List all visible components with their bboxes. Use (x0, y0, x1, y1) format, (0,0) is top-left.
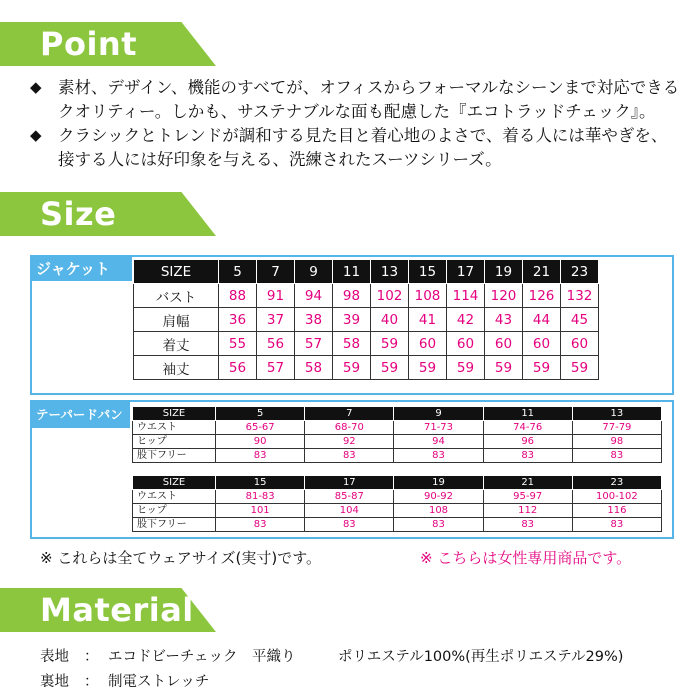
diamond-icon: ◆ (30, 126, 42, 144)
value-cell: 98 (572, 435, 661, 449)
value-cell: 95-97 (483, 490, 572, 504)
size-cell: 7 (305, 407, 394, 421)
value-cell: 83 (394, 518, 483, 532)
value-cell: 83 (394, 449, 483, 463)
value-cell: 100-102 (572, 490, 661, 504)
table-header-row (133, 407, 662, 421)
value-cell: 90 (216, 435, 305, 449)
value-cell: 44 (523, 308, 561, 332)
value-cell: 55 (219, 332, 257, 356)
value-cell: 41 (409, 308, 447, 332)
value-cell: 56 (257, 332, 295, 356)
row-label: ウエスト (133, 490, 216, 504)
value-cell: 59 (371, 332, 409, 356)
value-cell: 45 (561, 308, 599, 332)
size-cell: 21 (523, 260, 561, 284)
size-cell: 13 (572, 407, 661, 421)
table-row (133, 490, 662, 504)
row-label: 股下フリー (133, 449, 216, 463)
size-cell: 23 (572, 476, 661, 490)
value-cell: 59 (333, 356, 371, 380)
value-cell: 114 (447, 284, 485, 308)
value-cell: 57 (295, 332, 333, 356)
row-label: バスト (134, 284, 219, 308)
size-title: Size (40, 195, 117, 233)
material-key: 裏地 (40, 674, 69, 690)
value-cell: 60 (485, 332, 523, 356)
table-row (134, 332, 599, 356)
row-label: 袖丈 (134, 356, 219, 380)
size-cell: 23 (561, 260, 599, 284)
value-cell: 83 (572, 518, 661, 532)
value-cell: 116 (572, 504, 661, 518)
value-cell: 40 (371, 308, 409, 332)
size-cell: 15 (216, 476, 305, 490)
size-header: SIZE (133, 476, 216, 490)
table-header-row (133, 476, 662, 490)
value-cell: 58 (295, 356, 333, 380)
material-fabric: 制電ストレッチ (108, 674, 210, 690)
value-cell: 83 (483, 449, 572, 463)
value-cell: 112 (483, 504, 572, 518)
value-cell: 91 (257, 284, 295, 308)
jacket-size-panel (30, 255, 674, 395)
size-cell: 19 (485, 260, 523, 284)
material-banner (0, 588, 194, 632)
pants-size-table-1 (132, 406, 662, 463)
material-title: Material (40, 591, 194, 629)
value-cell: 102 (371, 284, 409, 308)
value-cell: 83 (483, 518, 572, 532)
table-row (133, 421, 662, 435)
table-row (134, 356, 599, 380)
table-row (134, 284, 599, 308)
value-cell: 96 (483, 435, 572, 449)
value-cell: 56 (219, 356, 257, 380)
value-cell: 59 (561, 356, 599, 380)
value-cell: 108 (409, 284, 447, 308)
value-cell: 101 (216, 504, 305, 518)
size-notes (40, 547, 700, 568)
size-cell: 5 (216, 407, 305, 421)
value-cell: 108 (394, 504, 483, 518)
value-cell: 68-70 (305, 421, 394, 435)
value-cell: 83 (305, 449, 394, 463)
value-cell: 88 (219, 284, 257, 308)
material-list (40, 645, 623, 695)
point-title: Point (40, 25, 137, 63)
value-cell: 60 (447, 332, 485, 356)
value-cell: 39 (333, 308, 371, 332)
jacket-label: ジャケット (32, 257, 132, 281)
size-cell: 9 (295, 260, 333, 284)
value-cell: 83 (305, 518, 394, 532)
size-cell: 11 (333, 260, 371, 284)
size-header: SIZE (134, 260, 219, 284)
material-colon: ： (84, 649, 99, 665)
pants-label: テーパードパンツ (32, 402, 130, 428)
value-cell: 57 (257, 356, 295, 380)
row-label: 肩幅 (134, 308, 219, 332)
row-label: 着丈 (134, 332, 219, 356)
value-cell: 59 (371, 356, 409, 380)
table-row (134, 308, 599, 332)
value-cell: 60 (409, 332, 447, 356)
bullet-line: クラシックとトレンドが調和する見た目と着心地のよさで、着る人には華やぎを、 (58, 126, 668, 145)
value-cell: 36 (219, 308, 257, 332)
value-cell: 65-67 (216, 421, 305, 435)
value-cell: 83 (216, 518, 305, 532)
row-label: ヒップ (133, 435, 216, 449)
value-cell: 85-87 (305, 490, 394, 504)
material-key: 表地 (40, 649, 69, 665)
value-cell: 59 (523, 356, 561, 380)
value-cell: 59 (485, 356, 523, 380)
value-cell: 59 (409, 356, 447, 380)
material-colon: ： (84, 674, 99, 690)
table-row (133, 435, 662, 449)
value-cell: 104 (305, 504, 394, 518)
size-cell: 9 (394, 407, 483, 421)
size-header: SIZE (133, 407, 216, 421)
value-cell: 92 (305, 435, 394, 449)
size-note-women-only: ※ こちらは女性専用商品です。 (420, 549, 632, 567)
value-cell: 38 (295, 308, 333, 332)
value-cell: 120 (485, 284, 523, 308)
size-cell: 13 (371, 260, 409, 284)
table-row (133, 518, 662, 532)
value-cell: 83 (216, 449, 305, 463)
bullet-line: クオリティー。しかも、サステナブルな面も配慮した『エコトラッドチェック』。 (58, 101, 656, 121)
value-cell: 126 (523, 284, 561, 308)
size-cell: 17 (447, 260, 485, 284)
value-cell: 81-83 (216, 490, 305, 504)
value-cell: 60 (561, 332, 599, 356)
size-cell: 21 (483, 476, 572, 490)
jacket-size-table (133, 259, 599, 380)
value-cell: 90-92 (394, 490, 483, 504)
value-cell: 60 (523, 332, 561, 356)
value-cell: 58 (333, 332, 371, 356)
value-cell: 83 (572, 449, 661, 463)
value-cell: 94 (394, 435, 483, 449)
pants-size-table-2 (132, 475, 662, 532)
value-cell: 37 (257, 308, 295, 332)
table-header-row (134, 260, 599, 284)
size-cell: 7 (257, 260, 295, 284)
bullet-item (30, 124, 690, 171)
table-row (133, 504, 662, 518)
size-cell: 19 (394, 476, 483, 490)
size-cell: 5 (219, 260, 257, 284)
value-cell: 71-73 (394, 421, 483, 435)
size-note-garment: ※ これらは全てウェアサイズ(実寸)です。 (40, 549, 322, 567)
material-row (40, 645, 623, 670)
row-label: ウエスト (133, 421, 216, 435)
value-cell: 132 (561, 284, 599, 308)
point-bullets (30, 76, 690, 172)
size-cell: 11 (483, 407, 572, 421)
value-cell: 98 (333, 284, 371, 308)
value-cell: 74-76 (483, 421, 572, 435)
material-composition: ポリエステル100%(再生ポリエステル29%) (338, 649, 624, 665)
point-banner (0, 22, 137, 66)
value-cell: 42 (447, 308, 485, 332)
size-cell: 17 (305, 476, 394, 490)
row-label: 股下フリー (133, 518, 216, 532)
size-cell: 15 (409, 260, 447, 284)
table-row (133, 449, 662, 463)
value-cell: 77-79 (572, 421, 661, 435)
bullet-line: 素材、デザイン、機能のすべてが、オフィスからフォーマルなシーンまで対応できる (58, 78, 680, 97)
row-label: ヒップ (133, 504, 216, 518)
value-cell: 43 (485, 308, 523, 332)
value-cell: 59 (447, 356, 485, 380)
bullet-item (30, 76, 690, 123)
pants-size-panel (30, 400, 674, 539)
size-banner (0, 192, 116, 236)
bullet-line: 接する人には好印象を与える、洗練されたスーツシリーズ。 (58, 149, 502, 169)
material-row (40, 670, 623, 695)
value-cell: 94 (295, 284, 333, 308)
diamond-icon: ◆ (30, 78, 42, 96)
material-fabric: エコドビーチェック 平織り (108, 649, 296, 665)
